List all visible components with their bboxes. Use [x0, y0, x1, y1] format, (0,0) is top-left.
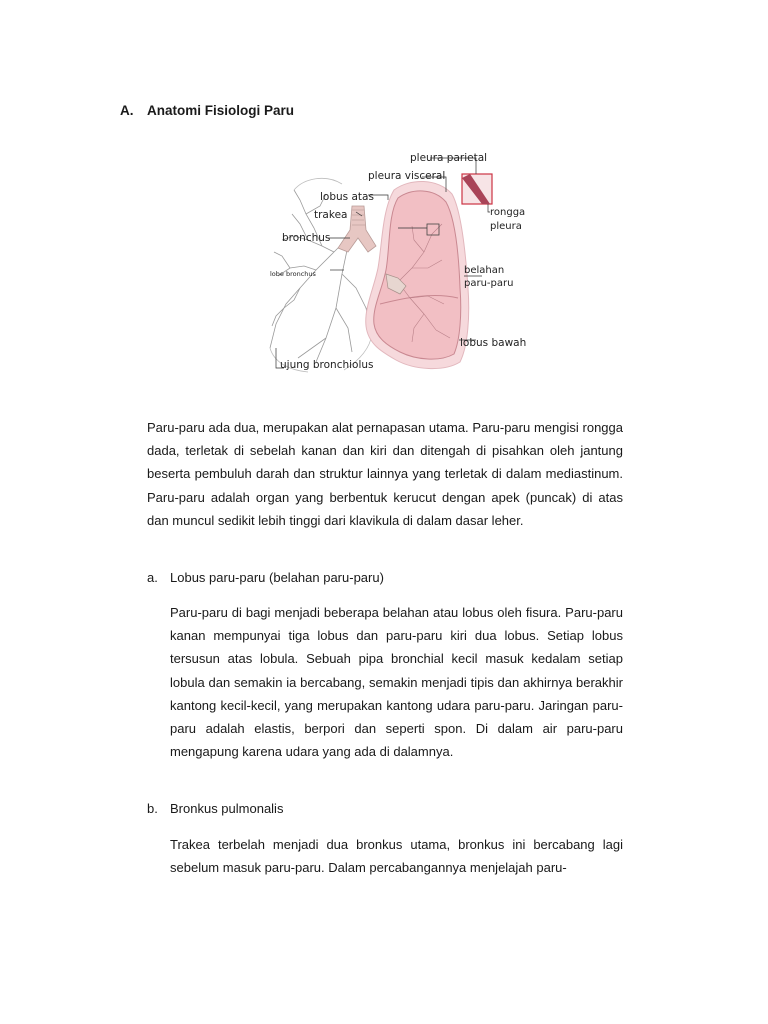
subheading-bronkus-title: Bronkus pulmonalis [170, 801, 284, 816]
lung-illustration [366, 181, 469, 368]
label-belahan: belahan [464, 265, 505, 276]
subheading-bronkus [147, 801, 283, 816]
label-lobe-bronchus: lobe bronchus [270, 270, 316, 278]
label-rongga: rongga [490, 207, 526, 218]
subheading-lobus [147, 570, 384, 585]
subheading-bronkus-number: b. [147, 801, 158, 816]
subheading-lobus-title: Lobus paru-paru (belahan paru-paru) [170, 570, 384, 585]
section-number: A. [120, 103, 134, 118]
label-pleura-visceral: pleura visceral [368, 170, 446, 182]
label-ujung-bronchiolus: ujung bronchiolus [280, 359, 374, 371]
lung-anatomy-figure [264, 148, 534, 380]
label-lobus-bawah: lobus bawah [460, 337, 527, 349]
paragraph-lobus: Paru-paru di bagi menjadi beberapa belahan atau lobus oleh fisura. Paru-paru kanan mempunyai tiga lobus dan paru-paru kiri dua lobus. Setiap lobus tersusun atas lobula. Sebuah pipa bronchial kecil masuk kedalam setiap lobula dan semakin ia bercabang, semakin menjadi tipis dan akhirnya berakhir kantong kecil-kecil, yang merupakan kantong udara paru-paru. Jaringan paru-paru adalah elastis, berpori dan seperti spon. Di dalam air paru-paru mengapung karena udara yang ada di dalamnya. [170, 605, 623, 760]
label-pleura: pleura [490, 221, 522, 232]
label-bronchus: bronchus [282, 232, 331, 244]
label-pleura-parietal: pleura parietal [410, 152, 488, 164]
section-heading [120, 103, 294, 118]
label-paru-paru: paru-paru [464, 278, 514, 289]
label-trakea: trakea [314, 209, 348, 221]
paragraph-bronkus: Trakea terbelah menjadi dua bronkus utama, bronkus ini bercabang lagi sebelum masuk paru-paru. Dalam percabangannya menjelajah paru- [170, 837, 623, 876]
subheading-lobus-number: a. [147, 570, 158, 585]
paragraph-intro: Paru-paru ada dua, merupakan alat pernapasan utama. Paru-paru mengisi rongga dada, terletak di sebelah kanan dan kiri dan ditengah di pisahkan oleh jantung beserta pembuluh darah dan struktur lainnya yang terletak di dalam mediastinum. Paru-paru adalah organ yang berbentuk kerucut dengan apek (puncak) di atas dan muncul sedikit lebih tinggi dari klavikula di dalam dasar leher. [147, 420, 623, 528]
section-title: Anatomi Fisiologi Paru [147, 103, 295, 118]
label-lobus-atas: lobus atas [320, 191, 374, 203]
